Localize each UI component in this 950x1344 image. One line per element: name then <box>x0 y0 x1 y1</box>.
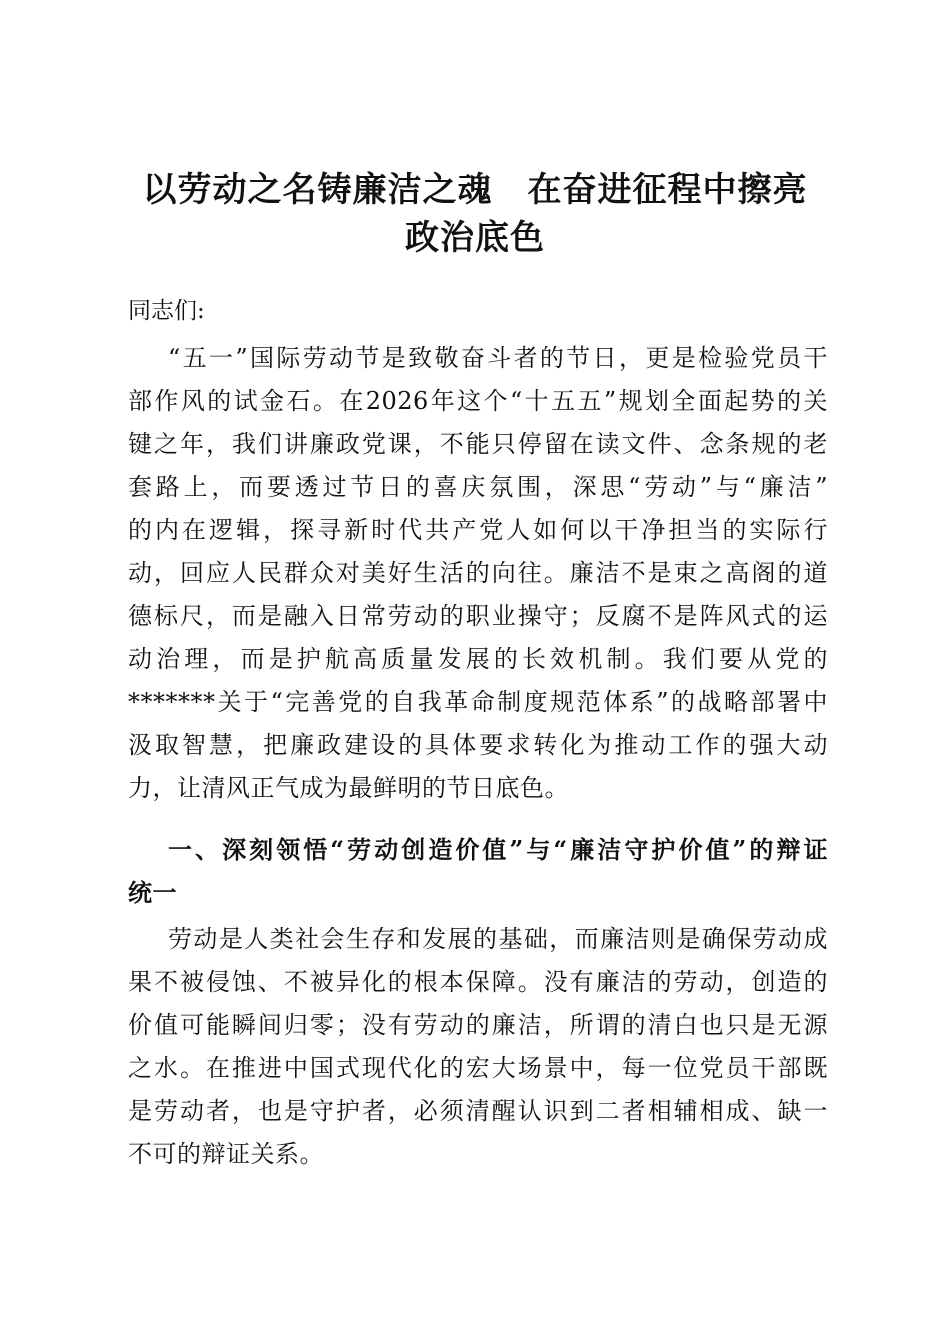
paragraph-line: 的内在逻辑，探寻新时代共产党人如何以干净担当的实际行 <box>128 516 828 544</box>
paragraph-line: 果不被侵蚀、不被异化的根本保障。没有廉洁的劳动，创造的 <box>128 968 828 996</box>
salutation: 同志们: <box>128 298 205 324</box>
paragraph-line: 是劳动者，也是守护者，必须清醒认识到二者相辅相成、缺一 <box>128 1097 828 1125</box>
title-line-2: 政治底色 <box>405 218 545 258</box>
section-heading-1 <box>128 828 828 914</box>
paragraph-line: *******关于“完善党的自我革命制度规范体系”的战略部署中 <box>128 688 828 716</box>
heading-line: 统一 <box>128 878 177 907</box>
paragraph-line: 动，回应人民群众对美好生活的向往。廉洁不是束之高阁的道 <box>128 559 828 587</box>
paragraph-line: “五一”国际劳动节是致敬奋斗者的节日，更是检验党员干 <box>168 344 828 372</box>
paragraph-line: 之水。在推进中国式现代化的宏大场景中，每一位党员干部既 <box>128 1054 828 1082</box>
paragraph-line: 力，让清风正气成为最鲜明的节日底色。 <box>128 774 569 802</box>
paragraph-line: 套路上，而要透过节日的喜庆氛围，深思“劳动”与“廉洁” <box>128 473 828 501</box>
paragraph-line: 不可的辩证关系。 <box>128 1140 324 1168</box>
paragraph-line: 德标尺，而是融入日常劳动的职业操守；反腐不是阵风式的运 <box>128 602 828 630</box>
heading-line: 一、深刻领悟“劳动创造价值”与“廉洁守护价值”的辩证 <box>168 835 828 864</box>
paragraph-line: 价值可能瞬间归零；没有劳动的廉洁，所谓的清白也只是无源 <box>128 1011 828 1039</box>
paragraph-line: 劳动是人类社会生存和发展的基础，而廉洁则是确保劳动成 <box>168 925 828 953</box>
paragraph-line: 动治理，而是护航高质量发展的长效机制。我们要从党的 <box>128 645 828 673</box>
paragraph-line: 汲取智慧，把廉政建设的具体要求转化为推动工作的强大动 <box>128 731 828 759</box>
paragraph-1 <box>128 337 828 810</box>
paragraph-line: 键之年，我们讲廉政党课，不能只停留在读文件、念条规的老 <box>128 430 828 458</box>
title-line-1: 以劳动之名铸廉洁之魂 在奋进征程中擦亮 <box>142 170 808 210</box>
paragraph-2 <box>128 918 828 1176</box>
paragraph-line: 部作风的试金石。在2026年这个“十五五”规划全面起势的关 <box>128 387 828 415</box>
